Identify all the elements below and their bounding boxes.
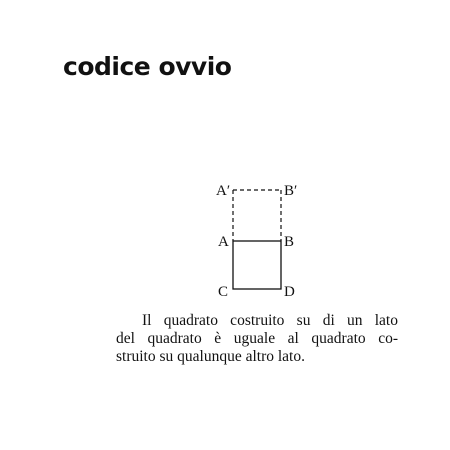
label-b-prime: B′	[284, 183, 298, 199]
caption-line-1: Il quadrato costruito su di un lato	[142, 312, 398, 329]
label-b: B	[284, 234, 295, 250]
caption-line-2: del quadrato è uguale al quadrato co-	[116, 330, 398, 347]
solid-square	[233, 241, 281, 289]
page-title: codice ovvio	[63, 52, 232, 81]
caption-line-3: struito su qualunque altro lato.	[116, 348, 305, 365]
label-a-prime: A′	[216, 183, 231, 199]
label-d: D	[284, 284, 295, 300]
label-a: A	[218, 234, 229, 250]
caption-paragraph	[116, 312, 398, 366]
label-c: C	[218, 284, 229, 300]
